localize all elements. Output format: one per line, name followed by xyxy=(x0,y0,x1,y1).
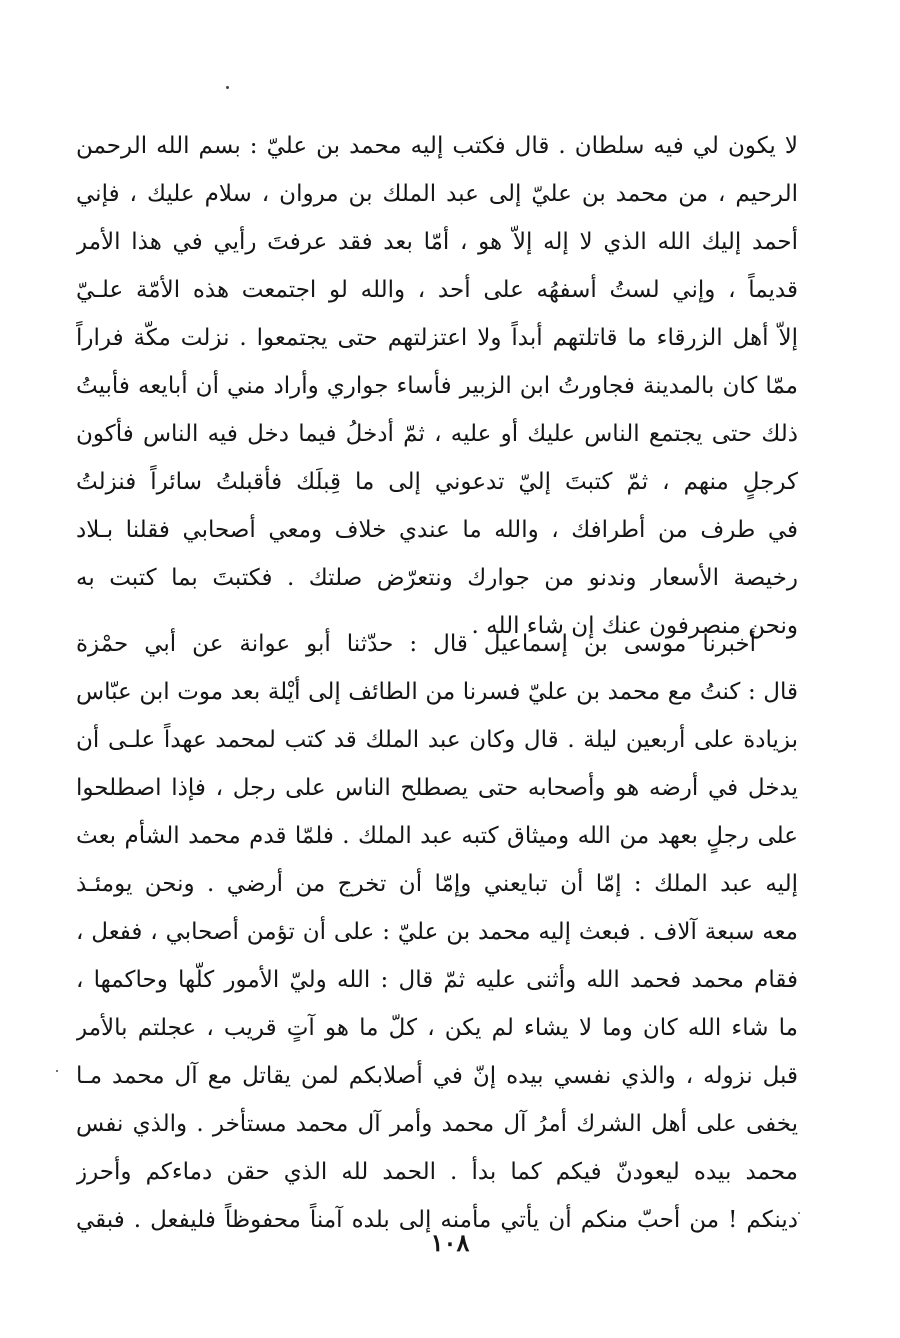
text-line: دينكم ! من أحبّ منكم أن يأتي مأمنه إلى بلده آمناً محفوظاً فليفعل . فبقي xyxy=(76,1207,798,1233)
text-line: ما شاء الله كان وما لا يشاء لم يكن ، كلّ ما هو آتٍ قريب ، عجلتم بالأمر xyxy=(76,1015,798,1041)
text-line: يخفى على أهل الشرك أمرُ آل محمد وأمر آل محمد مستأخر . والذي نفس xyxy=(76,1111,798,1137)
text-line: في طرف من أطرافك ، والله ما عندي خلاف ومعي أصحابي فقلنا بـلاد xyxy=(76,517,798,543)
text-line: إليه عبد الملك : إمّا أن تبايعني وإمّا أن تخرج من أرضي . ونحن يومئـذ xyxy=(76,871,798,897)
paragraph-2 xyxy=(76,620,798,1244)
text-line: قال : كنتُ مع محمد بن عليّ فسرنا من الطائف إلى أيْلة بعد موت ابن عبّاس xyxy=(76,679,798,705)
text-line: إلاّ أهل الزرقاء ما قاتلتهم أبداً ولا اعتزلتهم حتى يجتمعوا . نزلت مكّة فراراً xyxy=(76,325,798,351)
text-line: على رجلٍ بعهد من الله وميثاق كتبه عبد الملك . فلمّا قدم محمد الشأم بعث xyxy=(76,823,798,849)
text-line: فقام محمد فحمد الله وأثنى عليه ثمّ قال : الله وليّ الأمور كلّها وحاكمها ، xyxy=(76,967,798,993)
text-line: رخيصة الأسعار وندنو من جوارك ونتعرّض صلتك . فكتبتَ بما كتبت به xyxy=(76,565,798,591)
text-line: قبل نزوله ، والذي نفسي بيده إنّ في أصلابكم لمن يقاتل مع آل محمد مـا xyxy=(76,1063,798,1089)
text-line: ممّا كان بالمدينة فجاورتُ ابن الزبير فأساء جواري وأراد مني أن أبايعه فأبيتُ xyxy=(76,373,798,399)
text-line: لا يكون لي فيه سلطان . قال فكتب إليه محمد بن عليّ : بسم الله الرحمن xyxy=(76,133,798,159)
text-line: الرحيم ، من محمد بن عليّ إلى عبد الملك بن مروان ، سلام عليك ، فإني xyxy=(76,181,798,207)
text-line: أحمد إليك الله الذي لا إله إلاّ هو ، أمّا بعد فقد عرفتَ رأيي في هذا الأمر xyxy=(76,229,798,255)
text-line: كرجلٍ منهم ، ثمّ كتبتَ إليّ تدعوني إلى ما قِبلَك فأقبلتُ سائراً فنزلتُ xyxy=(76,469,798,495)
text-line: بزيادة على أربعين ليلة . قال وكان عبد الملك قد كتب لمحمد عهداً علـى أن xyxy=(76,727,798,753)
text-line: أخبرنا موسى بن إسماعيل قال : حدّثنا أبو عوانة عن أبي حمْزة xyxy=(76,631,756,657)
print-speck xyxy=(226,86,229,89)
page-number: ١٠٨ xyxy=(430,1228,470,1257)
text-line: قديماً ، وإني لستُ أسفهُه على أحد ، والله لو اجتمعت هذه الأمّة علـيّ xyxy=(76,277,798,303)
text-line: ذلك حتى يجتمع الناس عليك أو عليه ، ثمّ أدخلُ فيما دخل فيه الناس فأكون xyxy=(76,421,798,447)
paragraph-1 xyxy=(76,122,798,650)
text-line: معه سبعة آلاف . فبعث إليه محمد بن عليّ : على أن تؤمن أصحابي ، ففعل ، xyxy=(76,919,798,945)
print-speck xyxy=(798,1212,800,1214)
print-speck xyxy=(56,1070,58,1072)
text-line: ونحن منصرفون عنك إن شاء الله . xyxy=(471,613,798,639)
text-line: يدخل في أرضه هو وأصحابه حتى يصطلح الناس على رجل ، فإذا اصطلحوا xyxy=(76,775,798,801)
text-line: محمد بيده ليعودنّ فيكم كما بدأ . الحمد لله الذي حقن دماءكم وأحرز xyxy=(76,1159,798,1185)
